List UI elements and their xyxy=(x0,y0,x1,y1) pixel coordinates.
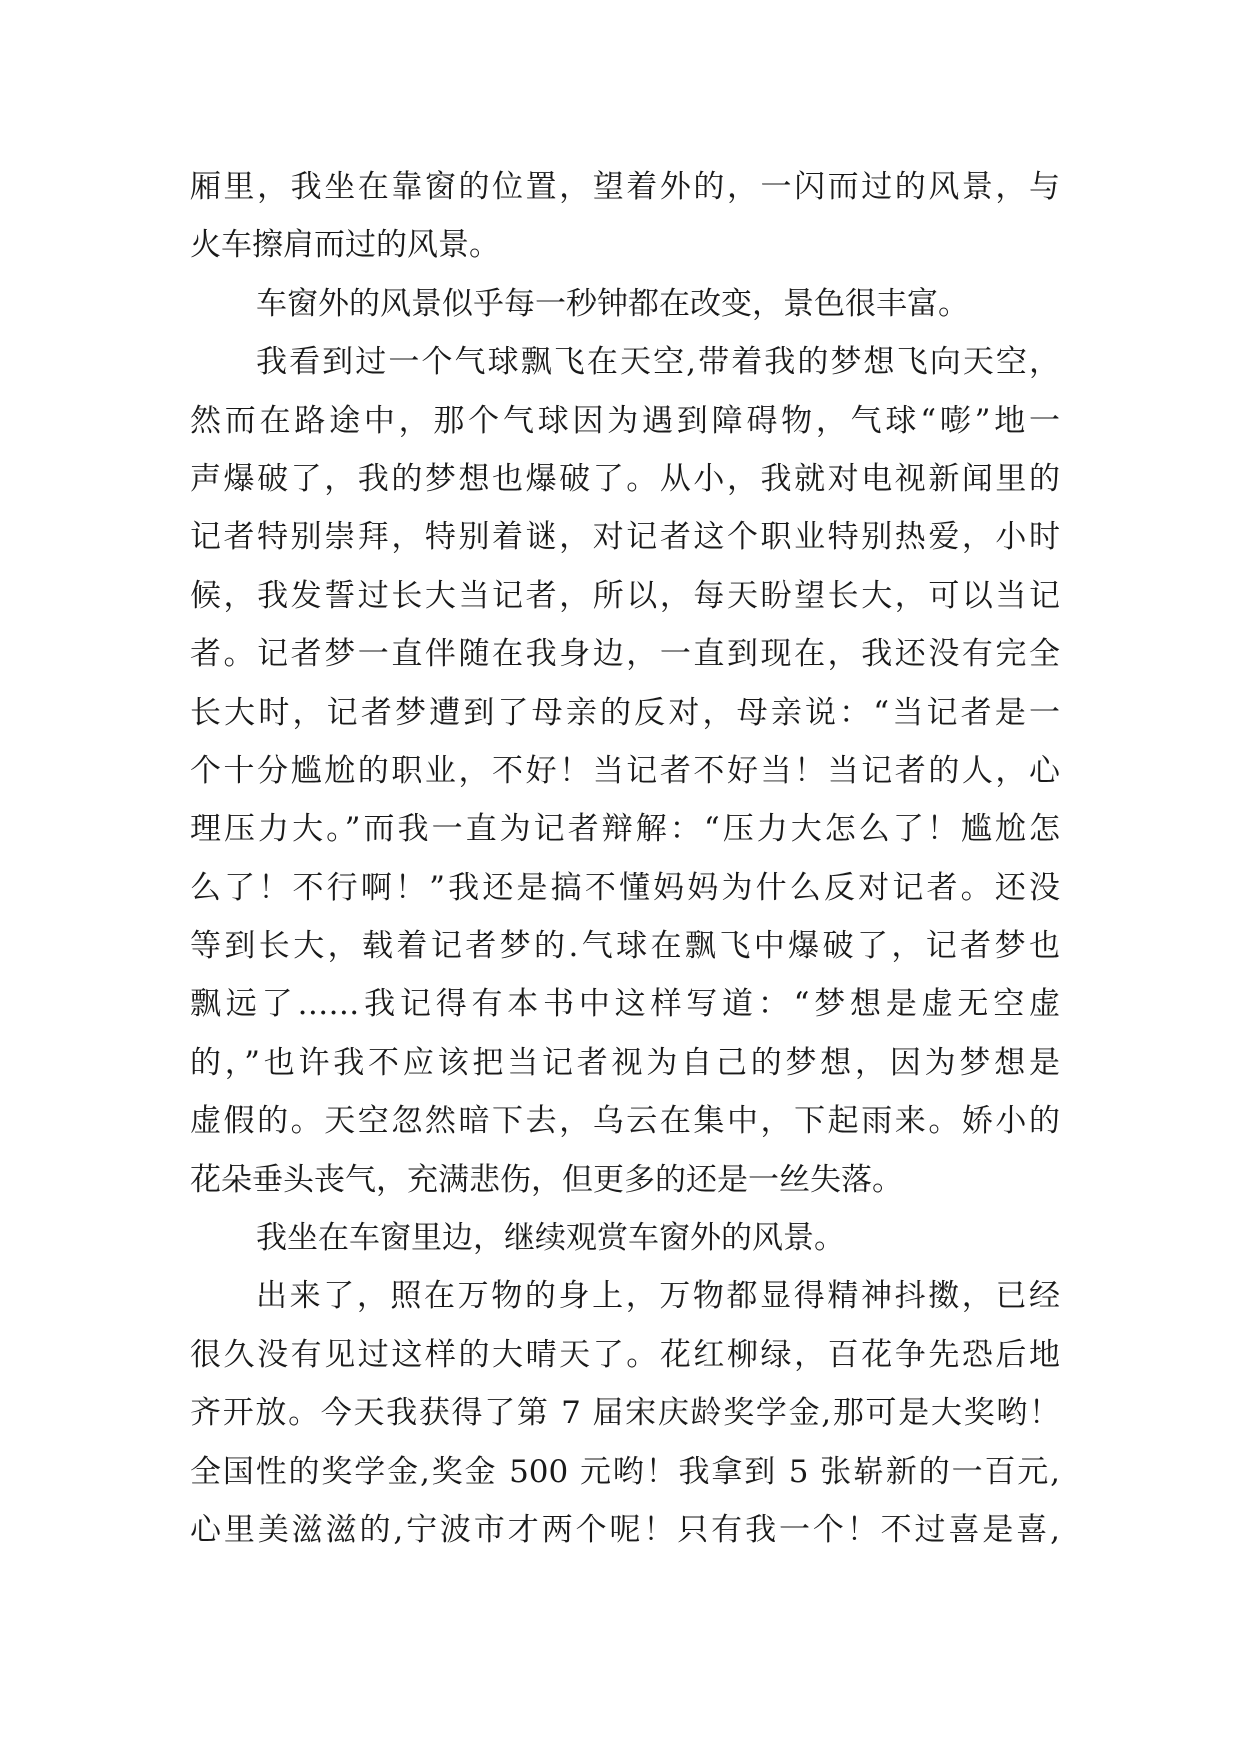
text-line: 个十分尴尬的职业，不好！当记者不好当！当记者的人，心 xyxy=(190,752,1060,789)
text-line: 出来了，照在万物的身上，万物都显得精神抖擞，已经 xyxy=(256,1278,1060,1315)
text-line: 等到长大，载着记者梦的.气球在飘飞中爆破了，记者梦也 xyxy=(190,928,1060,965)
text-line: 我看到过一个气球飘飞在天空,带着我的梦想飞向天空， xyxy=(256,344,1060,381)
text-line: 声爆破了，我的梦想也爆破了。从小，我就对电视新闻里的 xyxy=(190,460,1060,497)
text-line: 记者特别崇拜，特别着谜，对记者这个职业特别热爱，小时 xyxy=(190,519,1060,556)
text-line: 厢里，我坐在靠窗的位置，望着外的，一闪而过的风景，与 xyxy=(190,169,1060,205)
text-line: 虚假的。天空忽然暗下去，乌云在集中，下起雨来。娇小的 xyxy=(190,1103,1060,1140)
text-line: 花朵垂头丧气，充满悲伤，但更多的还是一丝失落。 xyxy=(190,1161,903,1198)
text-line: 车窗外的风景似乎每一秒钟都在改变，景色很丰富。 xyxy=(256,285,969,322)
text-line: 么了！不行啊！”我还是搞不懂妈妈为什么反对记者。还没 xyxy=(190,869,1060,906)
text-line: 候，我发誓过长大当记者，所以，每天盼望长大，可以当记 xyxy=(190,577,1060,614)
text-line: 全国性的奖学金,奖金 500 元哟！我拿到 5 张崭新的一百元, xyxy=(190,1453,1060,1490)
text-line: 理压力大。”而我一直为记者辩解：“压力大怎么了！尴尬怎 xyxy=(190,811,1060,848)
paragraph xyxy=(190,275,1060,333)
paragraph xyxy=(190,1209,1060,1267)
text-line: 心里美滋滋的,宁波市才两个呢！只有我一个！不过喜是喜, xyxy=(190,1511,1060,1548)
text-line: 火车擦肩而过的风景。 xyxy=(190,227,500,264)
paragraph xyxy=(190,158,1060,275)
text-line: 飘远了……我记得有本书中这样写道：“梦想是虚无空虚 xyxy=(190,986,1060,1023)
text-line: 长大时，记者梦遭到了母亲的反对，母亲说：“当记者是一 xyxy=(190,694,1060,731)
text-line: 的，”也许我不应该把当记者视为自己的梦想，因为梦想是 xyxy=(190,1044,1060,1081)
text-line: 者。记者梦一直伴随在我身边，一直到现在，我还没有完全 xyxy=(190,636,1060,673)
text-line: 然而在路途中，那个气球因为遇到障碍物，气球“嘭”地一 xyxy=(190,402,1060,439)
text-line: 我坐在车窗里边，继续观赏车窗外的风景。 xyxy=(256,1220,845,1257)
document-body xyxy=(190,158,1060,1559)
text-line: 齐开放。今天我获得了第 7 届宋庆龄奖学金,那可是大奖哟！ xyxy=(190,1395,1060,1432)
text-line: 很久没有见过这样的大晴天了。花红柳绿，百花争先恐后地 xyxy=(190,1336,1060,1373)
paragraph xyxy=(190,1267,1060,1559)
paragraph xyxy=(190,333,1060,1209)
